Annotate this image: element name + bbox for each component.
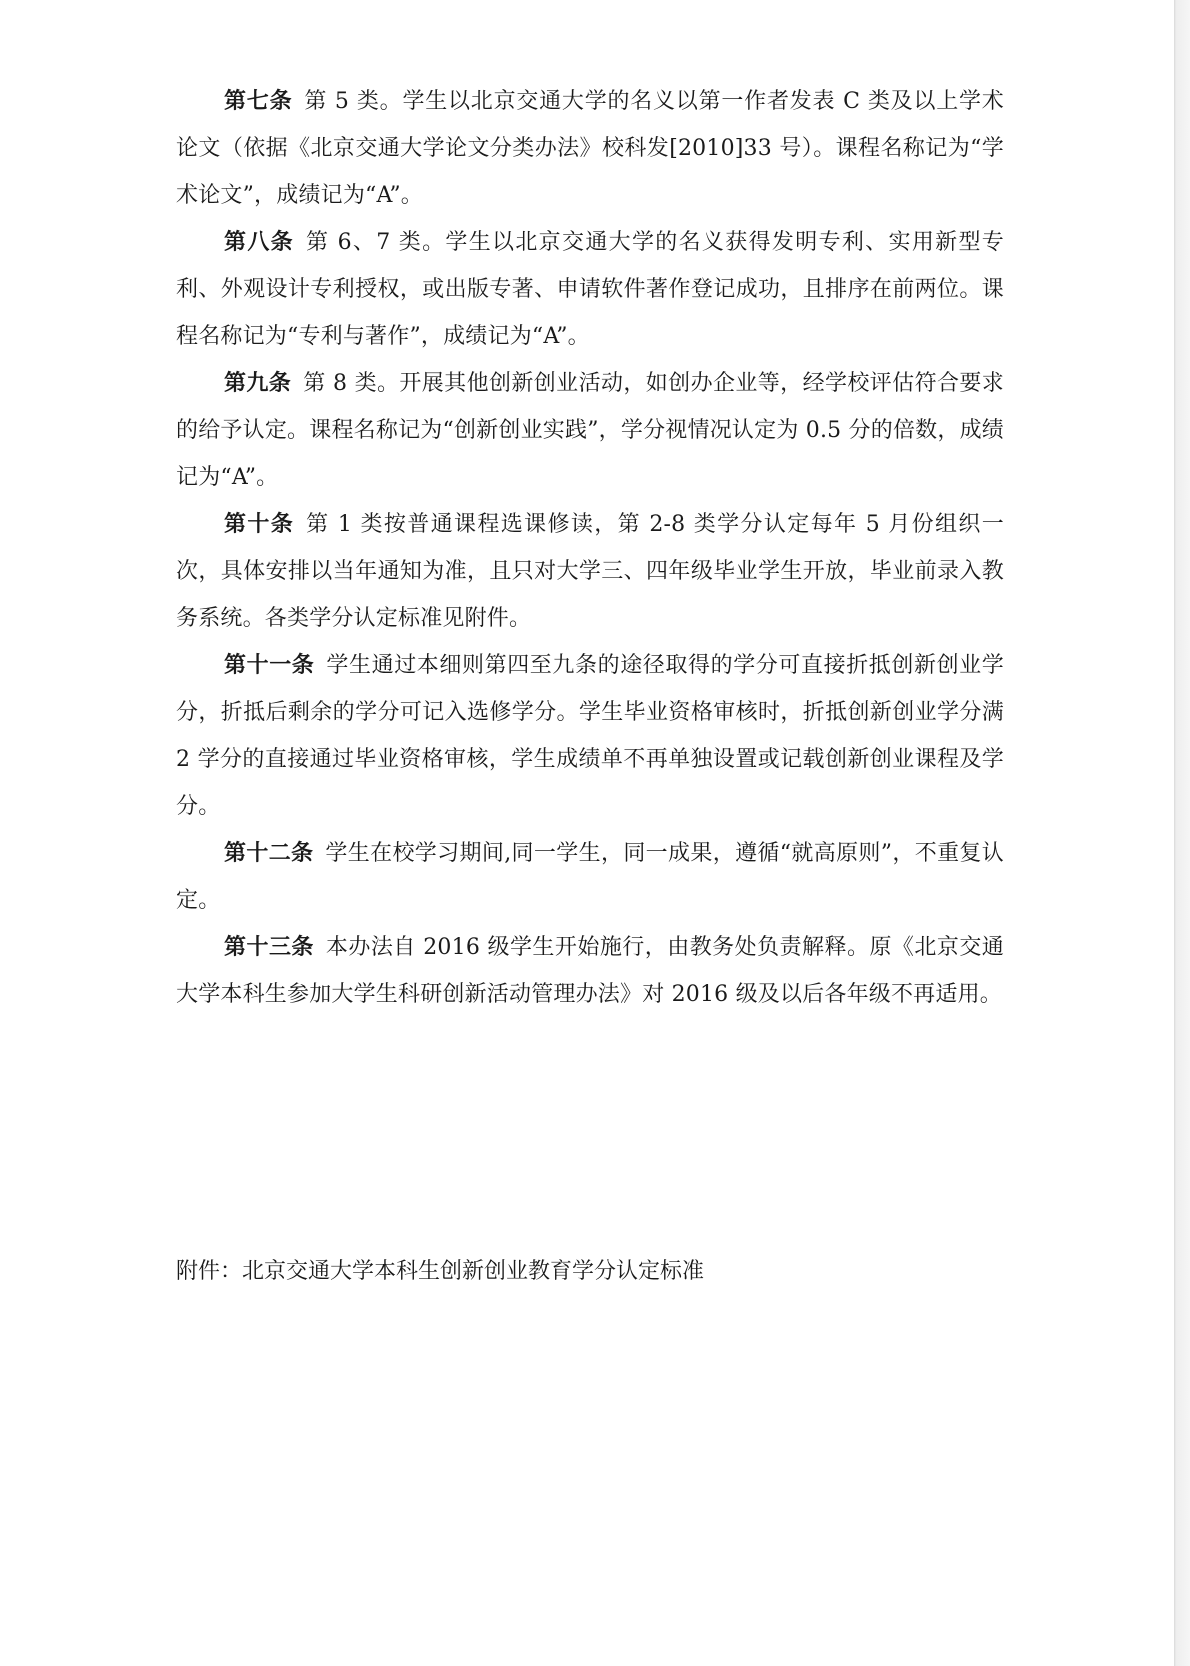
article-text: 学生在校学习期间,同一学生，同一成果，遵循“就高原则”，不重复认定。 (176, 841, 1004, 913)
attachment-note: 附件：北京交通大学本科生创新创业教育学分认定标准 (176, 1259, 705, 1284)
article-heading: 第七条 (224, 89, 293, 114)
article-text: 第 8 类。开展其他创新创业活动，如创办企业等，经学校评估符合要求的给予认定。课程名称记为“创新创业实践”，学分视情况认定为 0.5 分的倍数，成绩记为“A”。 (176, 371, 1004, 490)
article-list (176, 78, 1004, 1018)
article-9 (176, 360, 1004, 501)
article-heading: 第十三条 (224, 935, 314, 960)
article-heading: 第八条 (224, 230, 294, 255)
article-10 (176, 501, 1004, 642)
article-13 (176, 924, 1004, 1018)
article-heading: 第九条 (224, 371, 292, 396)
article-11 (176, 642, 1004, 830)
page-edge-shadow (1174, 0, 1190, 1666)
article-heading: 第十条 (224, 512, 295, 537)
article-heading: 第十一条 (224, 653, 315, 678)
article-heading: 第十二条 (224, 841, 314, 866)
article-text: 第 5 类。学生以北京交通大学的名义以第一作者发表 C 类及以上学术论文（依据《北京交通大学论文分类办法》校科发[2010]33 号）。课程名称记为“学术论文”，成绩记为“A”。 (176, 89, 1004, 208)
article-12 (176, 830, 1004, 924)
article-7 (176, 78, 1004, 219)
article-8 (176, 219, 1004, 360)
article-text: 本办法自 2016 级学生开始施行，由教务处负责解释。原《北京交通大学本科生参加大学生科研创新活动管理办法》对 2016 级及以后各年级不再适用。 (176, 935, 1005, 1007)
article-text: 第 1 类按普通课程选课修读，第 2-8 类学分认定每年 5 月份组织一次，具体安排以当年通知为准，且只对大学三、四年级毕业学生开放，毕业前录入教务系统。各类学分认定标准见附件。 (176, 512, 1004, 631)
article-text: 学生通过本细则第四至九条的途径取得的学分可直接折抵创新创业学分，折抵后剩余的学分可记入选修学分。学生毕业资格审核时，折抵创新创业学分满 2 学分的直接通过毕业资格审核，学生成绩单不再单独设置或记载创新创业课程及学分。 (176, 653, 1004, 819)
article-text: 第 6、7 类。学生以北京交通大学的名义获得发明专利、实用新型专利、外观设计专利授权，或出版专著、申请软件著作登记成功，且排序在前两位。课程名称记为“专利与著作”，成绩记为“A”。 (176, 230, 1004, 349)
